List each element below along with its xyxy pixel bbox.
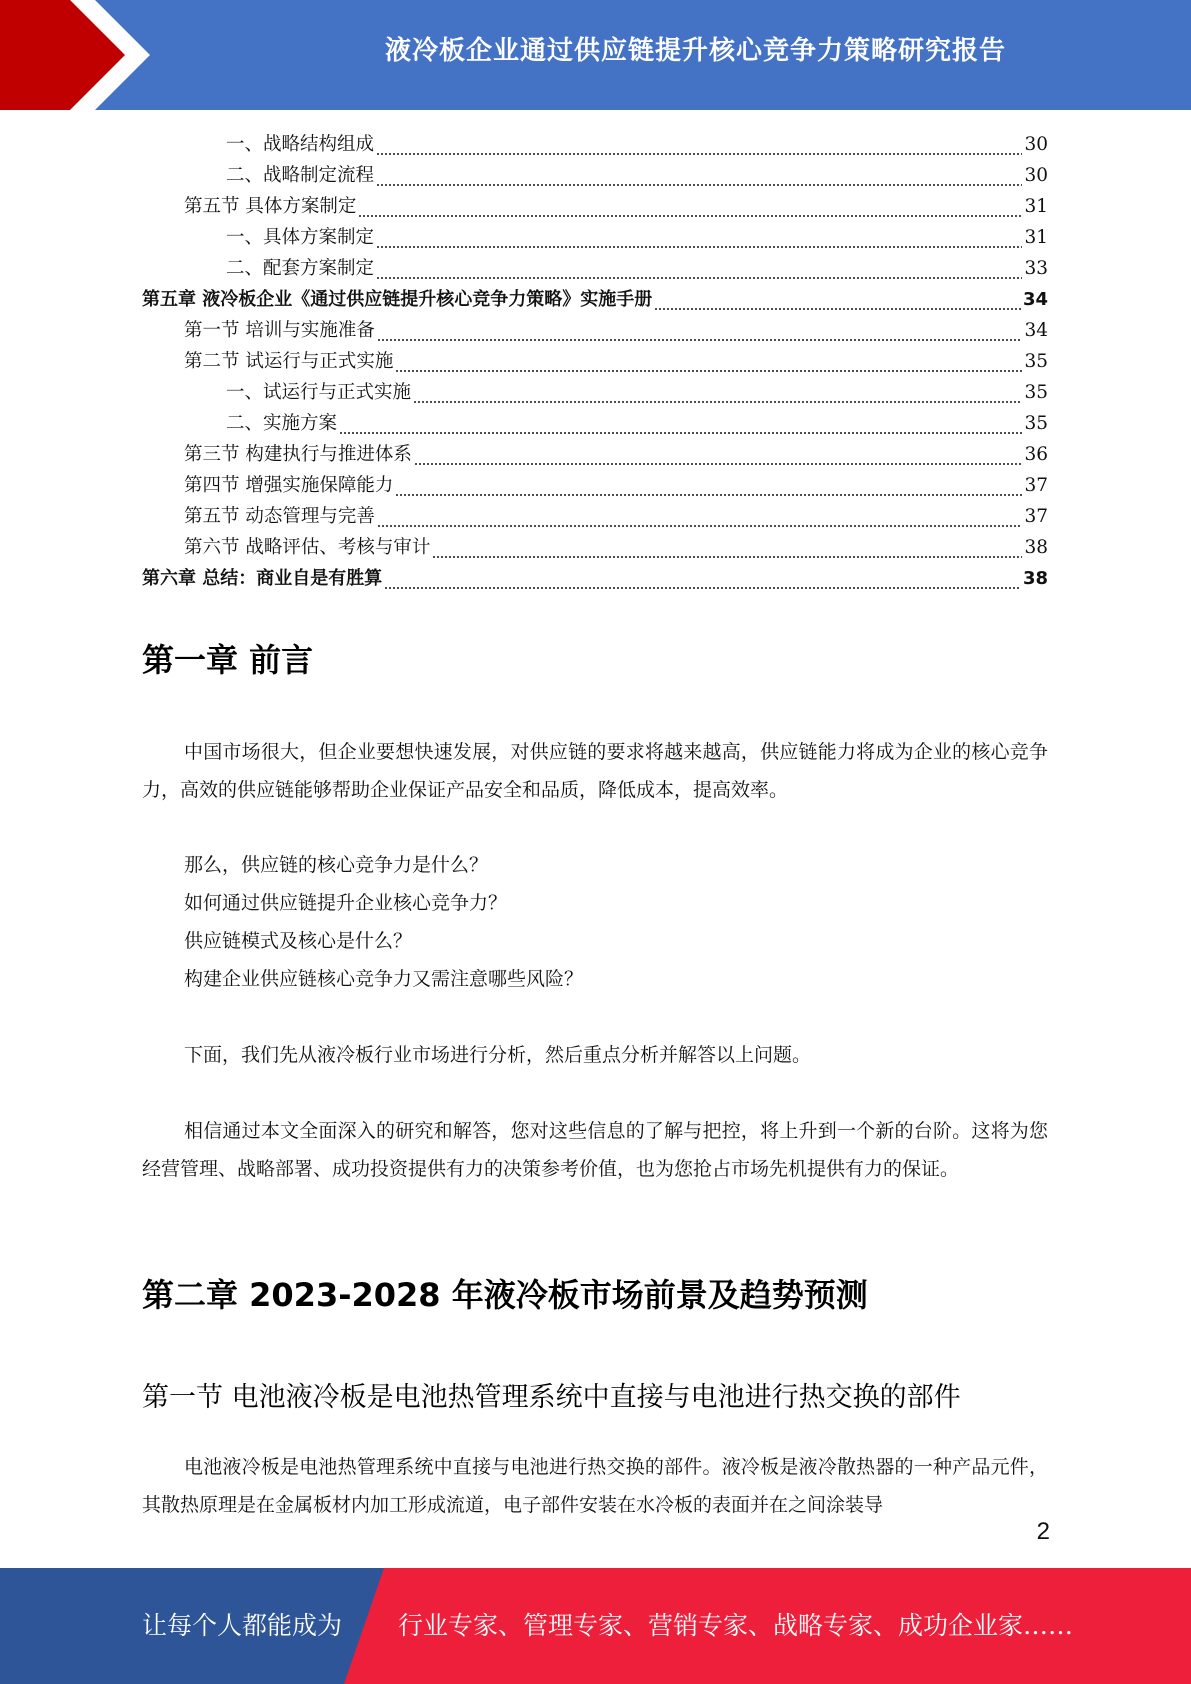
toc-label: 第五节 具体方案制定 <box>184 196 357 217</box>
chapter-2-paragraph-1: 电池液冷板是电池热管理系统中直接与电池进行热交换的部件。液冷板是液冷散热器的一种产品元件，其散热原理是在金属板材内加工形成流道，电子部件安装在水冷板的表面并在之间涂装导 <box>142 1456 1048 1516</box>
chapter-1-heading: 第一章 前言 <box>142 641 314 679</box>
toc-page-number: 34 <box>1024 320 1048 341</box>
toc-page-number: 36 <box>1024 444 1048 465</box>
toc-label: 第五节 动态管理与完善 <box>184 506 375 527</box>
toc-label: 第六章 总结：商业自是有胜算 <box>142 568 383 589</box>
chapter-1-paragraph-2: 下面，我们先从液冷板行业市场进行分析，然后重点分析并解答以上问题。 <box>184 1044 812 1066</box>
toc-label: 第五章 液冷板企业《通过供应链提升核心竞争力策略》实施手册 <box>142 289 653 310</box>
toc-leader <box>376 181 1022 187</box>
toc-label: 一、试运行与正式实施 <box>226 382 412 403</box>
footer-slogan-left: 让每个人都能成为 <box>142 1611 343 1640</box>
toc-leader <box>358 212 1022 218</box>
toc-entry[interactable] <box>142 502 1048 533</box>
toc-leader <box>414 460 1023 466</box>
toc-leader <box>376 274 1022 280</box>
question-line: 构建企业供应链核心竞争力又需注意哪些风险？ <box>184 968 584 990</box>
toc-leader <box>377 336 1023 342</box>
toc-leader <box>395 491 1022 497</box>
toc-label: 二、配套方案制定 <box>226 258 375 279</box>
toc-page-number: 34 <box>1022 289 1048 310</box>
toc-entry-chapter[interactable] <box>142 564 1048 595</box>
toc-entry[interactable] <box>142 192 1048 223</box>
question-line: 如何通过供应链提升企业核心竞争力？ <box>184 892 508 914</box>
toc-label: 第六节 战略评估、考核与审计 <box>184 537 431 558</box>
toc-entry[interactable] <box>142 440 1048 471</box>
toc-page-number: 38 <box>1024 537 1048 558</box>
toc-leader <box>339 429 1022 435</box>
chapter-1-paragraph-3: 相信通过本文全面深入的研究和解答，您对这些信息的了解与把控，将上升到一个新的台阶。这将为您经营管理、战略部署、成功投资提供有力的决策参考价值，也为您抢占市场先机提供有力的保证。 <box>142 1120 1048 1180</box>
question-line: 供应链模式及核心是什么？ <box>184 930 413 952</box>
toc-page-number: 35 <box>1024 382 1048 403</box>
toc-page-number: 30 <box>1024 134 1048 155</box>
section-1-heading: 第一节 电池液冷板是电池热管理系统中直接与电池进行热交换的部件 <box>142 1382 961 1413</box>
toc-entry[interactable] <box>142 471 1048 502</box>
toc-page-number: 30 <box>1024 165 1048 186</box>
toc-leader <box>377 522 1023 528</box>
toc-label: 第三节 构建执行与推进体系 <box>184 444 412 465</box>
page-number: 2 <box>1036 1518 1050 1545</box>
toc-leader <box>395 367 1022 373</box>
toc-page-number: 33 <box>1024 258 1048 279</box>
toc-leader <box>413 398 1022 404</box>
toc-leader <box>376 150 1022 156</box>
toc-leader <box>376 243 1022 249</box>
toc-entry[interactable] <box>142 254 1048 285</box>
table-of-contents <box>142 130 1048 595</box>
toc-entry[interactable] <box>142 130 1048 161</box>
toc-page-number: 37 <box>1024 506 1048 527</box>
toc-entry[interactable] <box>142 378 1048 409</box>
report-title: 液冷板企业通过供应链提升核心竞争力策略研究报告 <box>384 36 1006 66</box>
toc-page-number: 35 <box>1024 351 1048 372</box>
chapter-2-heading: 第二章 2023-2028 年液冷板市场前景及趋势预测 <box>142 1276 868 1314</box>
question-line: 那么，供应链的核心竞争力是什么？ <box>184 854 489 876</box>
toc-leader <box>432 553 1022 559</box>
toc-label: 第四节 增强实施保障能力 <box>184 475 394 496</box>
toc-page-number: 31 <box>1024 227 1048 248</box>
toc-page-number: 37 <box>1024 475 1048 496</box>
toc-entry[interactable] <box>142 316 1048 347</box>
toc-page-number: 31 <box>1024 196 1048 217</box>
toc-leader <box>654 305 1021 311</box>
toc-entry[interactable] <box>142 223 1048 254</box>
toc-label: 一、具体方案制定 <box>226 227 375 248</box>
toc-entry-chapter[interactable] <box>142 285 1048 316</box>
toc-label: 二、战略制定流程 <box>226 165 375 186</box>
toc-entry[interactable] <box>142 347 1048 378</box>
toc-page-number: 38 <box>1022 568 1048 589</box>
toc-label: 二、实施方案 <box>226 413 338 434</box>
footer-slogan-right: 行业专家、管理专家、营销专家、战略专家、成功企业家…… <box>398 1611 1074 1640</box>
toc-label: 第二节 试运行与正式实施 <box>184 351 394 372</box>
toc-entry[interactable] <box>142 161 1048 192</box>
toc-page-number: 35 <box>1024 413 1048 434</box>
toc-label: 一、战略结构组成 <box>226 134 375 155</box>
toc-leader <box>384 584 1021 590</box>
page-header <box>0 0 1191 110</box>
toc-entry[interactable] <box>142 533 1048 564</box>
toc-label: 第一节 培训与实施准备 <box>184 320 375 341</box>
toc-entry[interactable] <box>142 409 1048 440</box>
page-footer <box>0 1568 1191 1684</box>
chapter-1-paragraph-1: 中国市场很大，但企业要想快速发展，对供应链的要求将越来越高，供应链能力将成为企业的核心竞争力，高效的供应链能够帮助企业保证产品安全和品质，降低成本，提高效率。 <box>142 741 1048 801</box>
